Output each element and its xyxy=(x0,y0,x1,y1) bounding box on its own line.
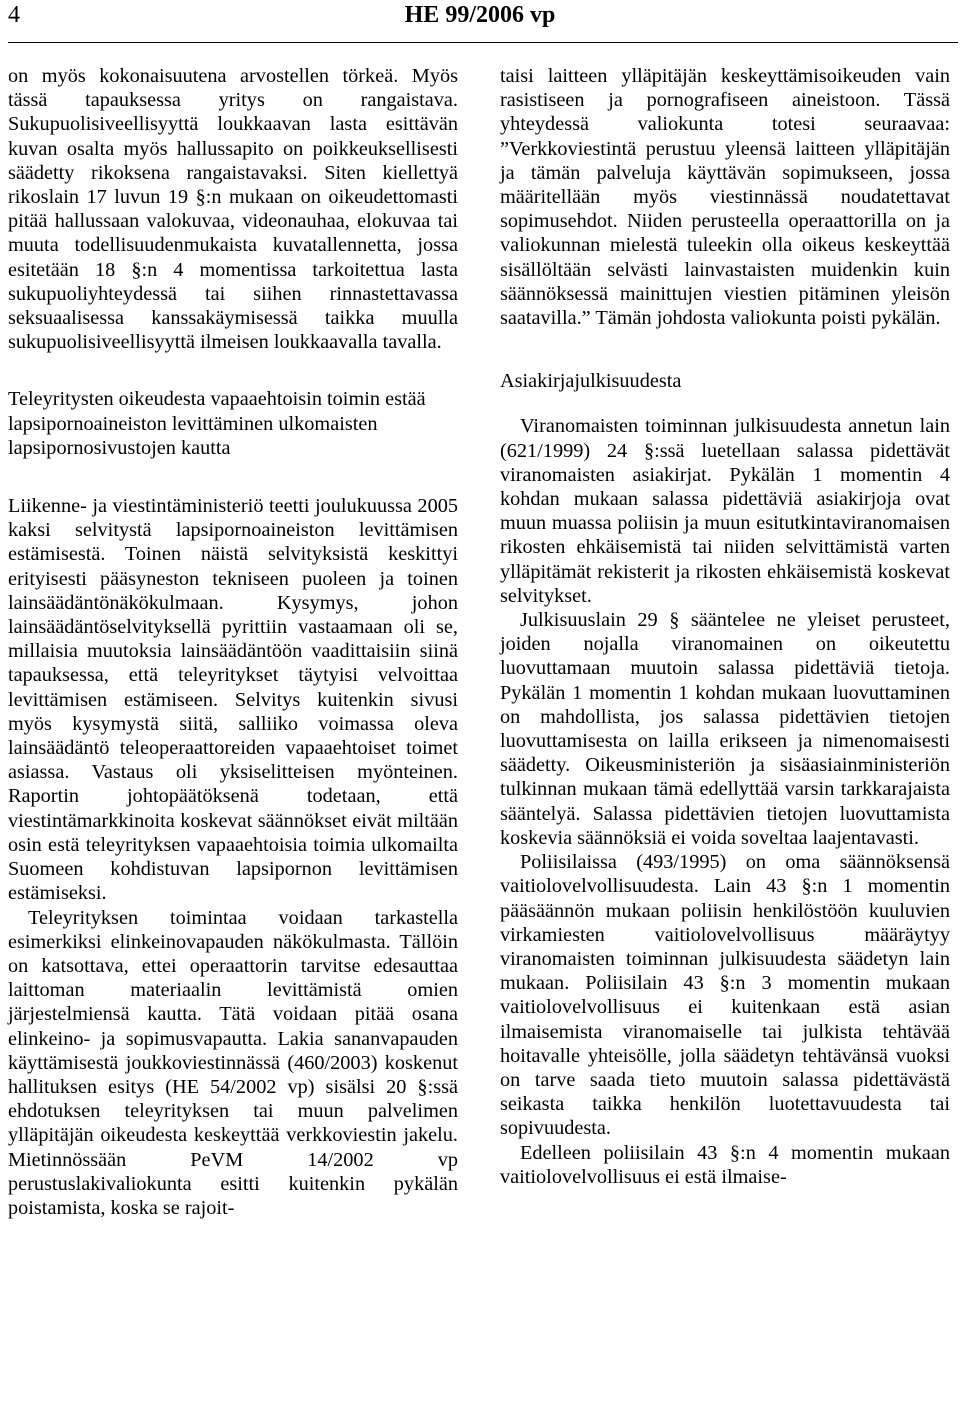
right-paragraph-1: taisi laitteen ylläpitäjän keskeyttämisoikeuden vain rasistiseen ja pornografiseen aineistoon. Tässä yhteydessä valiokunta totesi seuraavaa: ”Verkkoviestintä perustuu yleensä laitteen ylläpitäjän ja tämän palveluja käyttävän sopimukseen, jossa määritellään myös viestinnässä noudatettavat sopimusehdot. Niiden perusteella operaattorilla on ja valiokunnan mielestä tuleekin olla oikeus keskeyttää sisällöltään selvästi lainvastaisten muidenkin kuin säännöksessä mainittujen viestien pitäminen yleisön saatavilla.” Tämän johdosta valiokunta poisti pykälän. xyxy=(500,65,950,330)
document-id: HE 99/2006 vp xyxy=(404,2,556,28)
page-number: 4 xyxy=(8,2,20,28)
spacer xyxy=(8,354,458,387)
right-column xyxy=(500,64,950,1189)
right-paragraph-4: Poliisilaissa (493/1995) on oma säännöksensä vaitiolovelvollisuudesta. Lain 43 §:n 1 momentin pääsäännön mukaan poliisin henkilöstöön kuuluvien virkamiesten vaitiolovelvollisuus määräytyy viranomaisten toiminnan julkisuudesta säädetyn lain mukaan. Poliisilain 43 §:n 3 momentin mukaan vaitiolovelvollisuus ei kuitenkaan estä asian ilmaisemista viranomaiselle tai julkista tehtävää hoitavalle yhteisölle, jolla säädetyn tehtävänsä vuoksi on tarve saada tieto muutoin salassa pidettävästä seikasta taikka henkilön luotettavuudesta tai sopivuudesta. xyxy=(500,851,950,1140)
spacer xyxy=(8,460,458,494)
left-paragraph-2: Liikenne- ja viestintäministeriö teetti joulukuussa 2005 kaksi selvitystä lapsipornoaineiston levittämisen estämisestä. Toinen näistä selvityksistä keskittyi erityisesti pääsyneston tekniseen puoleen ja toinen lainsäädäntönäkökulmaan. Kysymys, johon lainsäädäntöselvityksellä pyrittiin vastaamaan oli se, millaisia muutoksia lainsäädäntöön vaadittaisiin siinä tapauksessa, että teleyritykset täytyisi velvoittaa levittämisen estämiseen. Selvitys kuitenkin sivusi myös kysymystä siitä, salliiko voimassa oleva lainsäädäntö teleoperaattoreiden vapaaehtoiset toimet asiassa. Vastaus oli yksiselitteisen myönteinen. Raportin johtopäätöksenä todetaan, että viestintämarkkinoita koskevat säännökset eivät miltään osin estä teleyrityksen vapaaehtoisia toimia ulkomailta Suomeen kohdistuvan lapsipornon levittämisen estämiseksi. xyxy=(8,495,458,905)
right-paragraph-3: Julkisuuslain 29 § sääntelee ne yleiset perusteet, joiden nojalla viranomainen on oikeutettu luovuttamaan muutoin salassa pidettäviä tietoja. Pykälän 1 momentin 1 kohdan mukaan luovuttaminen on mahdollista, jos salassa pidettävien tietojen luovuttamisesta on lailla erikseen ja nimenomaisesti säädetty. Oikeusministeriön ja sisäasiainministeriön tulkinnan mukaan tämä edellyttää varsin tarkkarajaista sääntelyä. Salassa pidettävien tietojen luovuttamista koskevia säännöksiä ei voida soveltaa laajentavasti. xyxy=(500,609,950,849)
left-paragraph-1: on myös kokonaisuutena arvostellen törkeä. Myös tässä tapauksessa yritys on rangaistava. Sukupuolisiveellisyyttä loukkaavan lasta esittävän kuvan osalta myös hallussapito on poikkeuksellisesti säädetty rikoksena rangaistavaksi. Siten kiellettyä rikoslain 17 luvun 19 §:n mukaan on oikeudettomasti pitää hallussaan valokuvaa, videonauhaa, elokuvaa tai muuta todellisuudenmukaista kuvatallennetta, jossa esitetään 18 §:n 4 momentissa tarkoitettua lasta sukupuoliyhteydessä tai siihen rinnastettavassa seksuaalisessa kanssakäymisessä taikka muulla sukupuolisiveellisyyttä ilmeisen loukkaavalla tavalla. xyxy=(8,65,458,354)
section-heading-teleyritysten: Teleyritysten oikeudesta vapaaehtoisin toimin estää lapsipornoaineiston levittäminen ulkomaisten lapsipornosivustojen kautta xyxy=(8,388,426,459)
header-divider xyxy=(8,42,958,43)
left-paragraph-3: Teleyrityksen toimintaa voidaan tarkastella esimerkiksi elinkeinovapauden näkökulmasta. Tällöin on katsottava, ettei operaattorin tarvitse edesauttaa laittoman materiaalin levittämistä omien järjestelmiensä kautta. Tätä voidaan pitää osana elinkeino- ja sopimusvapautta. Lakia sananvapauden käyttämisestä joukkoviestinnässä (460/2003) koskenut hallituksen esitys (HE 54/2002 vp) sisälsi 20 §:ssä ehdotuksen teleyrityksen tai muun palvelimen ylläpitäjän oikeudesta keskeyttää verkkoviestin jakelu. Mietinnössään PeVM 14/2002 vp perustuslakivaliokunta esitti kuitenkin pykälän poistamista, koska se rajoit- xyxy=(8,906,458,1219)
page-header xyxy=(0,0,960,40)
right-paragraph-5: Edelleen poliisilain 43 §:n 4 momentin mukaan vaitiolovelvollisuus ei estä ilmaise- xyxy=(500,1141,950,1188)
right-paragraph-2: Viranomaisten toiminnan julkisuudesta annetun lain (621/1999) 24 §:ssä luetellaan salassa pidettävät viranomaisten asiakirjat. Pykälän 1 momentin 4 kohdan mukaan salassa pidettäviä asiakirjoja ovat muun muassa poliisin ja muun esitutkintaviranomaisen rikosten ehkäisemistä tai niiden selvittämistä varten ylläpitämät rekisterit ja rikosten ehkäisemistä koskevat selvitykset. xyxy=(500,415,950,607)
spacer xyxy=(500,330,950,369)
section-heading-asiakirjajulkisuudesta: Asiakirjajulkisuudesta xyxy=(500,370,682,393)
left-column xyxy=(8,64,458,1220)
spacer xyxy=(500,393,950,414)
